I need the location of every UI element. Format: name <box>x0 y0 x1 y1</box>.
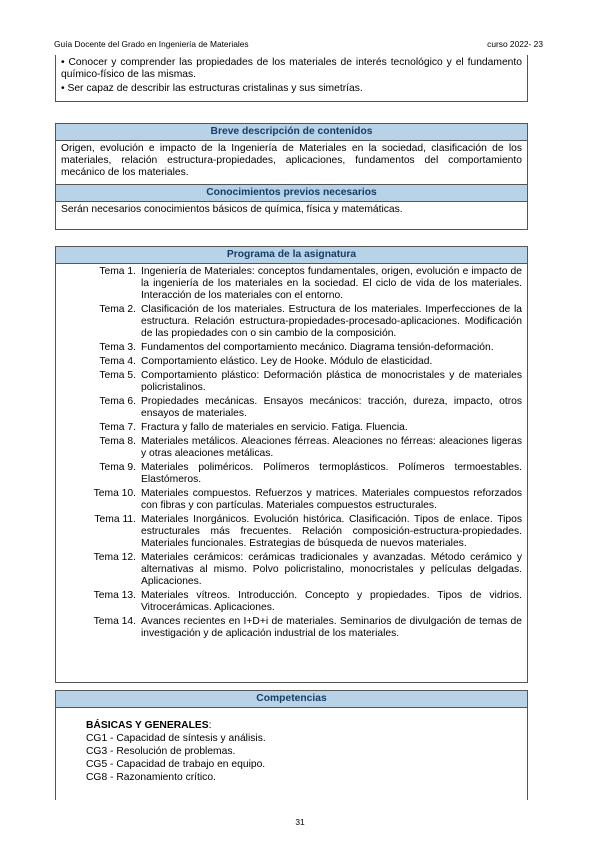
competencias-heading: BÁSICAS Y GENERALES <box>86 720 209 731</box>
summary-title: Breve descripción de contenidos <box>56 124 527 141</box>
program-item <box>56 552 527 588</box>
program-item-label: Tema 7. <box>99 422 136 433</box>
program-item <box>56 514 527 550</box>
program-box <box>55 246 528 683</box>
program-item-label: Tema 12. <box>93 552 136 563</box>
program-item-text: Avances recientes en I+D+i de materiales. Seminarios de divulgación de temas de investigación y de aplicación industrial de los materiales. <box>141 616 522 639</box>
program-item <box>56 422 527 434</box>
program-title: Programa de la asignatura <box>56 247 527 264</box>
objective-item: • Conocer y comprender las propiedades de los materiales de interés tecnológico y el fundamento químico-físico de las mismas. <box>61 57 522 80</box>
program-item <box>56 616 527 640</box>
program-item-text: Ingeniería de Materiales: conceptos fundamentales, origen, evolución e impacto de la ingeniería de los materiales en la sociedad. El ciclo de vida de los materiales. Interacción de los materiales con el entorno. <box>141 266 522 301</box>
program-item-label: Tema 10. <box>93 488 136 499</box>
program-item-label: Tema 5. <box>99 370 136 381</box>
competencias-title: Competencias <box>56 691 527 708</box>
program-item <box>56 590 527 614</box>
program-item-text: Propiedades mecánicas. Ensayos mecánicos: tracción, dureza, impacto, otros ensayos de materiales. <box>141 396 522 419</box>
program-item <box>56 266 527 302</box>
program-item-label: Tema 3. <box>99 342 136 353</box>
program-item <box>56 356 527 368</box>
program-item-text: Materiales metálicos. Aleaciones férreas. Aleaciones no férreas: aleaciones ligeras y otras aleaciones metálicas. <box>141 436 522 459</box>
program-item-label: Tema 14. <box>93 616 136 627</box>
page-number: 31 <box>295 817 305 827</box>
program-item-label: Tema 9. <box>99 462 136 473</box>
program-item-text: Fractura y fallo de materiales en servicio. Fatiga. Fluencia. <box>141 422 408 433</box>
program-item <box>56 488 527 512</box>
program-item-label: Tema 4. <box>99 356 136 367</box>
prerequisites-text: Serán necesarios conocimientos básicos de química, física y matemáticas. <box>61 204 403 215</box>
prerequisites-title: Conocimientos previos necesarios <box>56 184 527 202</box>
program-item-label: Tema 1. <box>99 266 136 277</box>
program-item-label: Tema 13. <box>93 590 136 601</box>
program-item <box>56 396 527 420</box>
program-item-text: Comportamiento elástico. Ley de Hooke. Módulo de elasticidad. <box>141 356 433 367</box>
program-item-text: Fundamentos del comportamiento mecánico. Diagrama tensión-deformación. <box>141 342 494 353</box>
program-item-text: Materiales poliméricos. Polímeros termoplásticos. Polímeros termoestables. Elastómeros. <box>141 462 522 485</box>
competencias-heading-colon: : <box>208 720 212 731</box>
competencia-item: CG5 - Capacidad de trabajo en equipo. <box>86 759 266 770</box>
program-item-text: Clasificación de los materiales. Estructura de los materiales. Imperfecciones de la estructura. Relación estructura-propiedades-procesado-aplicaciones. Modificación de las propiedades con o sin cambio de la composición. <box>141 304 522 339</box>
document-header-course: curso 2022- 23 <box>487 39 543 49</box>
program-item <box>56 304 527 340</box>
summary-text: Origen, evolución e impacto de la Ingeniería de Materiales en la sociedad, clasificación de los materiales, relación estructura-propiedades, aplicaciones, fundamentos del comportamiento mecánico de los materiales. <box>61 143 522 178</box>
program-item-text: Materiales cerámicos: cerámicas tradicionales y avanzadas. Método cerámico y alternativas al mismo. Polvo policristalino, monocristales y películas delgadas. Aplicaciones. <box>141 552 522 587</box>
program-item-label: Tema 2. <box>99 304 136 315</box>
competencias-box <box>55 690 528 800</box>
program-item-label: Tema 11. <box>94 514 136 525</box>
program-item-text: Materiales Inorgánicos. Evolución histórica. Clasificación. Tipos de enlace. Tipos estructurales más frecuentes. Relación composición-estructura-propiedades. Materiales funcionales. Estrategias de búsqueda de nuevos materiales. <box>141 514 522 549</box>
program-item-text: Materiales vítreos. Introducción. Concepto y propiedades. Tipos de vidrios. Vitrocerámicas. Aplicaciones. <box>141 590 522 613</box>
summary-box <box>55 123 528 230</box>
program-item-text: Comportamiento plástico: Deformación plástica de monocristales y de materiales policristalinos. <box>141 370 522 393</box>
competencia-item: CG8 - Razonamiento crítico. <box>86 772 216 783</box>
program-item <box>56 462 527 486</box>
program-item <box>56 342 527 354</box>
competencia-item: CG1 - Capacidad de síntesis y análisis. <box>86 733 266 744</box>
objectives-box <box>55 55 528 102</box>
program-item-text: Materiales compuestos. Refuerzos y matrices. Materiales compuestos reforzados con fibras y con partículas. Materiales compuestos estructurales. <box>141 488 522 511</box>
program-item <box>56 370 527 394</box>
program-item <box>56 436 527 460</box>
document-header-title: Guía Docente del Grado en Ingeniería de Materiales <box>54 39 249 49</box>
objective-item: • Ser capaz de describir las estructuras cristalinas y sus simetrías. <box>61 83 363 94</box>
program-item-label: Tema 6. <box>99 396 136 407</box>
program-item-label: Tema 8. <box>99 436 136 447</box>
competencia-item: CG3 - Resolución de problemas. <box>86 746 236 757</box>
